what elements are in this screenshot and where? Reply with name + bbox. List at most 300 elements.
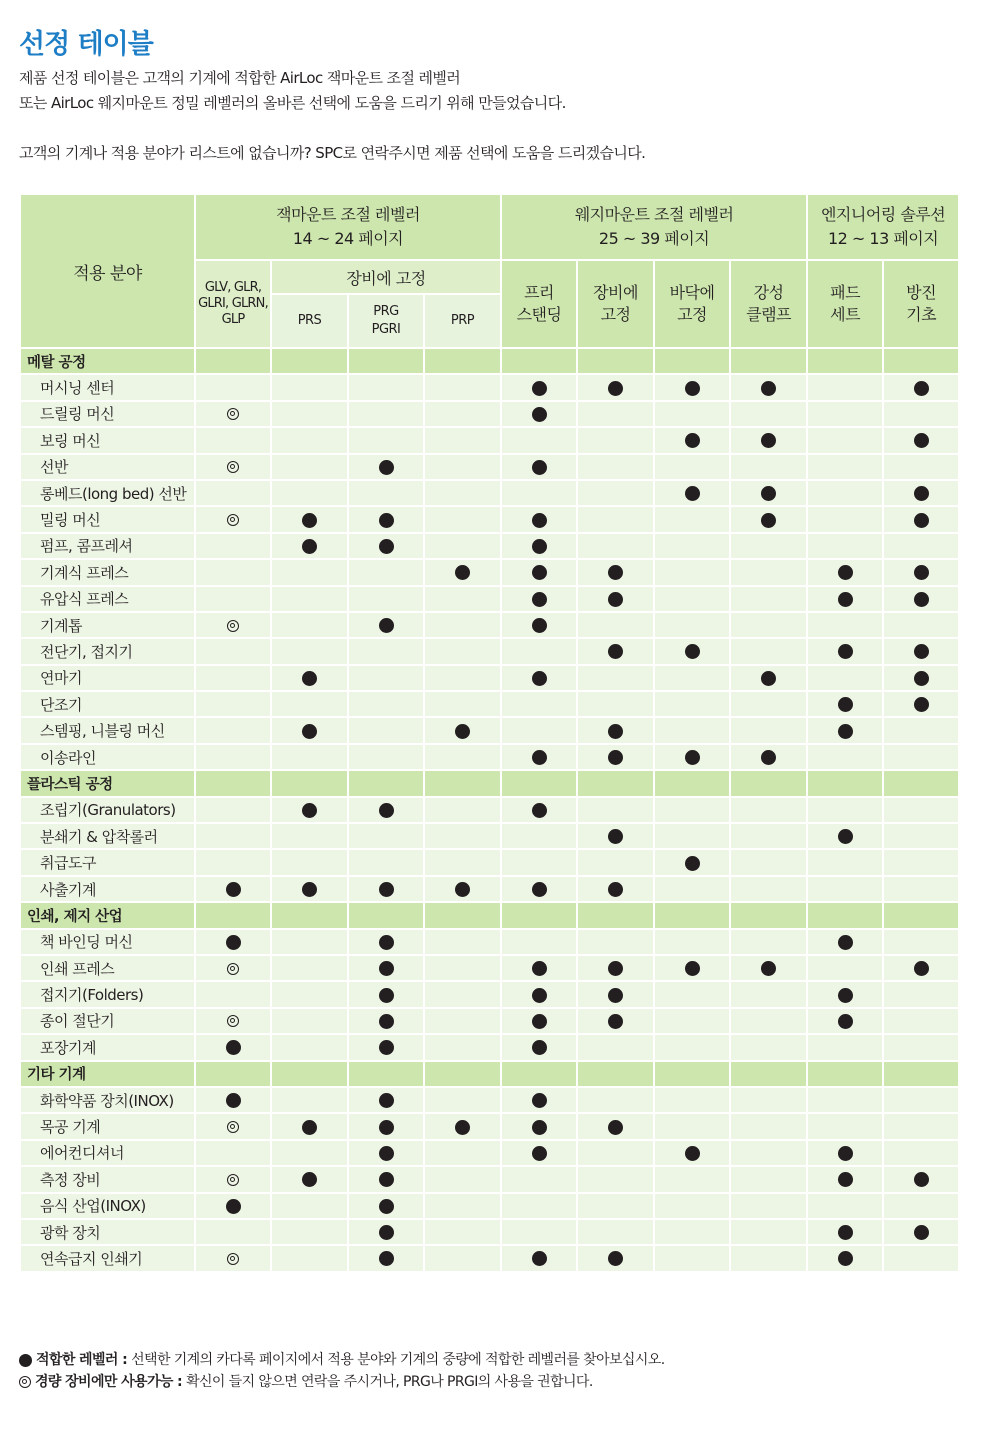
mark-cell: [883, 1166, 959, 1192]
table-row: [20, 480, 959, 506]
mark-cell: [195, 665, 271, 691]
mark-cell: [654, 691, 730, 717]
mark-cell: [654, 506, 730, 532]
dot-icon: [608, 1014, 623, 1029]
row-label: 보링 머신: [20, 427, 195, 453]
mark-cell: [654, 586, 730, 612]
mark-cell: [654, 374, 730, 400]
row-label: 책 바인딩 머신: [20, 929, 195, 955]
mark-cell: [883, 1245, 959, 1271]
dot-icon: [226, 1040, 241, 1055]
dot-icon: [532, 961, 547, 976]
mark-cell: [424, 665, 501, 691]
header-line: 클램프: [746, 305, 791, 324]
mark-cell: [730, 638, 807, 664]
mark-cell: [730, 586, 807, 612]
mark-cell: [501, 691, 577, 717]
dot-icon: [685, 381, 700, 396]
mark-cell: [501, 1034, 577, 1060]
dot-icon: [608, 724, 623, 739]
mark-cell: [730, 981, 807, 1007]
mark-cell: [730, 559, 807, 585]
mark-cell: [501, 744, 577, 770]
row-label: 머시닝 센터: [20, 374, 195, 400]
mark-cell: [883, 1008, 959, 1034]
mark-cell: [348, 586, 424, 612]
legend-circle-row: [19, 1371, 979, 1393]
mark-cell: [424, 849, 501, 875]
header-line: 스탠딩: [516, 305, 562, 324]
category-cell: [883, 902, 959, 928]
mark-cell: [730, 1245, 807, 1271]
dot-icon: [914, 644, 929, 659]
mark-cell: [654, 1193, 730, 1219]
mark-cell: [348, 797, 424, 823]
dot-icon: [226, 1199, 241, 1214]
mark-cell: [883, 586, 959, 612]
dot-icon: [302, 513, 317, 528]
mark-cell: [348, 744, 424, 770]
mark-cell: [195, 638, 271, 664]
mark-cell: [730, 480, 807, 506]
dot-icon: [19, 1354, 32, 1367]
mark-cell: [577, 876, 654, 902]
header-line: GLP: [221, 312, 245, 327]
dot-icon: [532, 988, 547, 1003]
header-rigid-clamp: [730, 260, 807, 348]
intro-text: [19, 66, 979, 166]
mark-cell: [271, 823, 348, 849]
mark-cell: [348, 374, 424, 400]
dot-icon: [838, 1146, 853, 1161]
mark-cell: [807, 665, 883, 691]
mark-cell: [730, 1113, 807, 1139]
legend-dot-title: 적합한 레벨러 :: [36, 1352, 128, 1368]
mark-cell: [807, 1219, 883, 1245]
mark-cell: [271, 480, 348, 506]
mark-cell: [807, 638, 883, 664]
mark-cell: [195, 1008, 271, 1034]
mark-cell: [883, 480, 959, 506]
dot-icon: [914, 381, 929, 396]
mark-cell: [424, 1034, 501, 1060]
mark-cell: [424, 1245, 501, 1271]
mark-cell: [271, 427, 348, 453]
mark-cell: [271, 401, 348, 427]
dot-icon: [685, 1146, 700, 1161]
category-cell: [883, 348, 959, 374]
mark-cell: [730, 533, 807, 559]
dot-icon: [608, 829, 623, 844]
mark-cell: [807, 691, 883, 717]
mark-cell: [730, 454, 807, 480]
dot-icon: [608, 750, 623, 765]
dot-icon: [685, 644, 700, 659]
header-line: PGRI: [371, 322, 401, 337]
mark-cell: [577, 1166, 654, 1192]
mark-cell: [654, 1140, 730, 1166]
mark-cell: [195, 797, 271, 823]
mark-cell: [654, 1166, 730, 1192]
mark-cell: [654, 427, 730, 453]
table-row: [20, 849, 959, 875]
mark-cell: [195, 480, 271, 506]
intro-line: 또는 AirLoc 웨지마운트 정밀 레벨러의 올바른 선택에 도움을 드리기 위해 만들었습니다.: [19, 94, 566, 112]
row-label: 에어컨디셔너: [20, 1140, 195, 1166]
mark-cell: [577, 744, 654, 770]
dot-icon: [302, 724, 317, 739]
mark-cell: [424, 533, 501, 559]
mark-cell: [195, 1034, 271, 1060]
table-row: [20, 427, 959, 453]
mark-cell: [271, 955, 348, 981]
mark-cell: [807, 849, 883, 875]
mark-cell: [195, 1245, 271, 1271]
dot-icon: [379, 618, 394, 633]
category-cell: [730, 770, 807, 796]
mark-cell: [501, 480, 577, 506]
mark-cell: [730, 691, 807, 717]
mark-cell: [271, 1087, 348, 1113]
row-label: 분쇄기 & 압착롤러: [20, 823, 195, 849]
double-circle-icon: [227, 514, 239, 526]
dot-icon: [532, 750, 547, 765]
double-circle-icon: [227, 620, 239, 632]
mark-cell: [195, 1219, 271, 1245]
category-cell: [195, 902, 271, 928]
category-cell: [348, 770, 424, 796]
mark-cell: [730, 823, 807, 849]
mark-cell: [883, 823, 959, 849]
dot-icon: [914, 697, 929, 712]
category-cell: [577, 1061, 654, 1087]
mark-cell: [577, 586, 654, 612]
mark-cell: [348, 691, 424, 717]
table-row: [20, 665, 959, 691]
dot-icon: [685, 750, 700, 765]
mark-cell: [271, 1113, 348, 1139]
mark-cell: [195, 955, 271, 981]
mark-cell: [654, 612, 730, 638]
mark-cell: [730, 876, 807, 902]
mark-cell: [883, 427, 959, 453]
table-row: [20, 374, 959, 400]
mark-cell: [348, 1034, 424, 1060]
category-cell: [654, 770, 730, 796]
category-label: 기타 기계: [20, 1061, 195, 1087]
mark-cell: [424, 1219, 501, 1245]
mark-cell: [730, 955, 807, 981]
table-row: [20, 1034, 959, 1060]
dot-icon: [532, 1093, 547, 1108]
mark-cell: [654, 454, 730, 480]
dot-icon: [532, 1120, 547, 1135]
mark-cell: [195, 586, 271, 612]
category-cell: [271, 348, 348, 374]
table-row: [20, 1008, 959, 1034]
mark-cell: [807, 717, 883, 743]
mark-cell: [195, 612, 271, 638]
category-cell: [195, 1061, 271, 1087]
category-cell: [501, 770, 577, 796]
mark-cell: [883, 612, 959, 638]
row-label: 취급도구: [20, 849, 195, 875]
mark-cell: [348, 955, 424, 981]
mark-cell: [195, 1140, 271, 1166]
mark-cell: [501, 533, 577, 559]
dot-icon: [838, 1014, 853, 1029]
dot-icon: [302, 803, 317, 818]
row-label: 이송라인: [20, 744, 195, 770]
mark-cell: [883, 1193, 959, 1219]
mark-cell: [271, 1245, 348, 1271]
mark-cell: [271, 797, 348, 823]
mark-cell: [730, 797, 807, 823]
mark-cell: [501, 797, 577, 823]
mark-cell: [883, 559, 959, 585]
mark-cell: [883, 744, 959, 770]
category-row: [20, 902, 959, 928]
table-row: [20, 401, 959, 427]
dot-icon: [532, 592, 547, 607]
table-row: [20, 1140, 959, 1166]
mark-cell: [195, 691, 271, 717]
dot-icon: [379, 803, 394, 818]
row-label: 단조기: [20, 691, 195, 717]
table-row: [20, 612, 959, 638]
mark-cell: [807, 454, 883, 480]
dot-icon: [226, 882, 241, 897]
mark-cell: [654, 1113, 730, 1139]
legend: [19, 1349, 979, 1393]
mark-cell: [271, 1034, 348, 1060]
mark-cell: [807, 1008, 883, 1034]
mark-cell: [501, 1245, 577, 1271]
mark-cell: [577, 1034, 654, 1060]
mark-cell: [577, 533, 654, 559]
mark-cell: [883, 374, 959, 400]
mark-cell: [883, 1219, 959, 1245]
mark-cell: [271, 1219, 348, 1245]
mark-cell: [501, 559, 577, 585]
mark-cell: [501, 638, 577, 664]
category-cell: [577, 770, 654, 796]
dot-icon: [379, 513, 394, 528]
dot-icon: [761, 433, 776, 448]
dot-icon: [838, 1251, 853, 1266]
mark-cell: [883, 1113, 959, 1139]
table-row: [20, 454, 959, 480]
mark-cell: [501, 717, 577, 743]
group-title: 엔지니어링 솔루션: [820, 205, 946, 224]
category-cell: [348, 348, 424, 374]
row-label: 스템핑, 니블링 머신: [20, 717, 195, 743]
table-row: [20, 1087, 959, 1113]
header-line: 고정: [677, 305, 707, 324]
mark-cell: [730, 427, 807, 453]
mark-cell: [883, 717, 959, 743]
header-line: GLRI, GLRN,: [198, 296, 268, 311]
category-cell: [424, 770, 501, 796]
table-row: [20, 586, 959, 612]
mark-cell: [271, 559, 348, 585]
mark-cell: [501, 374, 577, 400]
category-cell: [654, 348, 730, 374]
dot-icon: [608, 988, 623, 1003]
dot-icon: [608, 882, 623, 897]
mark-cell: [577, 849, 654, 875]
dot-icon: [379, 1199, 394, 1214]
table-row: [20, 533, 959, 559]
mark-cell: [195, 559, 271, 585]
mark-cell: [883, 1034, 959, 1060]
mark-cell: [195, 454, 271, 480]
mark-cell: [271, 929, 348, 955]
row-label: 연마기: [20, 665, 195, 691]
mark-cell: [271, 533, 348, 559]
mark-cell: [577, 427, 654, 453]
dot-icon: [226, 1093, 241, 1108]
double-circle-icon: [227, 1121, 239, 1133]
dot-icon: [302, 1120, 317, 1135]
mark-cell: [883, 797, 959, 823]
header-floor-fixed: [654, 260, 730, 348]
mark-cell: [654, 981, 730, 1007]
mark-cell: [883, 849, 959, 875]
mark-cell: [577, 929, 654, 955]
mark-cell: [501, 1193, 577, 1219]
dot-icon: [838, 592, 853, 607]
dot-icon: [838, 988, 853, 1003]
dot-icon: [838, 644, 853, 659]
dot-icon: [914, 486, 929, 501]
mark-cell: [348, 849, 424, 875]
row-label: 기계식 프레스: [20, 559, 195, 585]
dot-icon: [914, 565, 929, 580]
row-label: 포장기계: [20, 1034, 195, 1060]
row-label: 사출기계: [20, 876, 195, 902]
mark-cell: [271, 374, 348, 400]
mark-cell: [654, 1008, 730, 1034]
row-label: 목공 기계: [20, 1113, 195, 1139]
mark-cell: [577, 1087, 654, 1113]
category-cell: [501, 348, 577, 374]
header-line: 기초: [906, 305, 937, 324]
row-label: 인쇄 프레스: [20, 955, 195, 981]
mark-cell: [195, 929, 271, 955]
mark-cell: [577, 506, 654, 532]
dot-icon: [608, 644, 623, 659]
mark-cell: [577, 1113, 654, 1139]
header-line: PRG: [373, 304, 399, 319]
mark-cell: [807, 480, 883, 506]
dot-icon: [532, 1146, 547, 1161]
dot-icon: [761, 671, 776, 686]
header-line: 고정: [600, 305, 631, 324]
legend-circle-title: 경량 장비에만 사용가능 :: [35, 1374, 183, 1390]
mark-cell: [195, 533, 271, 559]
mark-cell: [424, 1193, 501, 1219]
mark-cell: [577, 1008, 654, 1034]
dot-icon: [914, 671, 929, 686]
mark-cell: [424, 717, 501, 743]
mark-cell: [501, 1140, 577, 1166]
mark-cell: [577, 638, 654, 664]
mark-cell: [807, 586, 883, 612]
mark-cell: [348, 559, 424, 585]
mark-cell: [424, 929, 501, 955]
dot-icon: [379, 961, 394, 976]
mark-cell: [807, 797, 883, 823]
category-row: [20, 770, 959, 796]
row-label: 접지기(Folders): [20, 981, 195, 1007]
dot-icon: [379, 1093, 394, 1108]
category-cell: [807, 902, 883, 928]
mark-cell: [577, 1219, 654, 1245]
mark-cell: [730, 612, 807, 638]
mark-cell: [807, 823, 883, 849]
mark-cell: [501, 1166, 577, 1192]
category-label: 플라스틱 공정: [20, 770, 195, 796]
mark-cell: [501, 665, 577, 691]
mark-cell: [348, 638, 424, 664]
row-label: 드릴링 머신: [20, 401, 195, 427]
mark-cell: [348, 612, 424, 638]
mark-cell: [348, 929, 424, 955]
mark-cell: [730, 849, 807, 875]
page-title: 선정 테이블: [19, 29, 153, 60]
mark-cell: [654, 1219, 730, 1245]
mark-cell: [501, 823, 577, 849]
dot-icon: [302, 1172, 317, 1187]
dot-icon: [379, 1251, 394, 1266]
mark-cell: [807, 427, 883, 453]
dot-icon: [455, 882, 470, 897]
mark-cell: [271, 1193, 348, 1219]
dot-icon: [379, 1225, 394, 1240]
category-label: 메탈 공정: [20, 348, 195, 374]
mark-cell: [348, 1113, 424, 1139]
mark-cell: [654, 929, 730, 955]
mark-cell: [883, 981, 959, 1007]
dot-icon: [379, 460, 394, 475]
mark-cell: [501, 427, 577, 453]
category-cell: [424, 1061, 501, 1087]
mark-cell: [807, 401, 883, 427]
dot-icon: [914, 592, 929, 607]
mark-cell: [271, 1008, 348, 1034]
double-circle-icon: [227, 408, 239, 420]
dot-icon: [838, 1172, 853, 1187]
row-label: 기계톱: [20, 612, 195, 638]
mark-cell: [807, 744, 883, 770]
header-line: 강성: [753, 283, 784, 302]
mark-cell: [424, 427, 501, 453]
mark-cell: [577, 612, 654, 638]
legend-circle-text: 확신이 들지 않으면 연락을 주시거나, PRG나 PRGI의 사용을 권합니다.: [186, 1374, 593, 1390]
header-line: 패드: [830, 283, 861, 302]
mark-cell: [654, 638, 730, 664]
double-circle-icon: [227, 461, 239, 473]
double-circle-icon: [227, 1015, 239, 1027]
intro-line: 고객의 기계나 적용 분야가 리스트에 없습니까? SPC로 연락주시면 제품 선택에 도움을 드리겠습니다.: [19, 144, 646, 162]
row-label: 광학 장치: [20, 1219, 195, 1245]
category-cell: [348, 1061, 424, 1087]
row-label: 선반: [20, 454, 195, 480]
mark-cell: [424, 691, 501, 717]
mark-cell: [271, 586, 348, 612]
dot-icon: [608, 381, 623, 396]
